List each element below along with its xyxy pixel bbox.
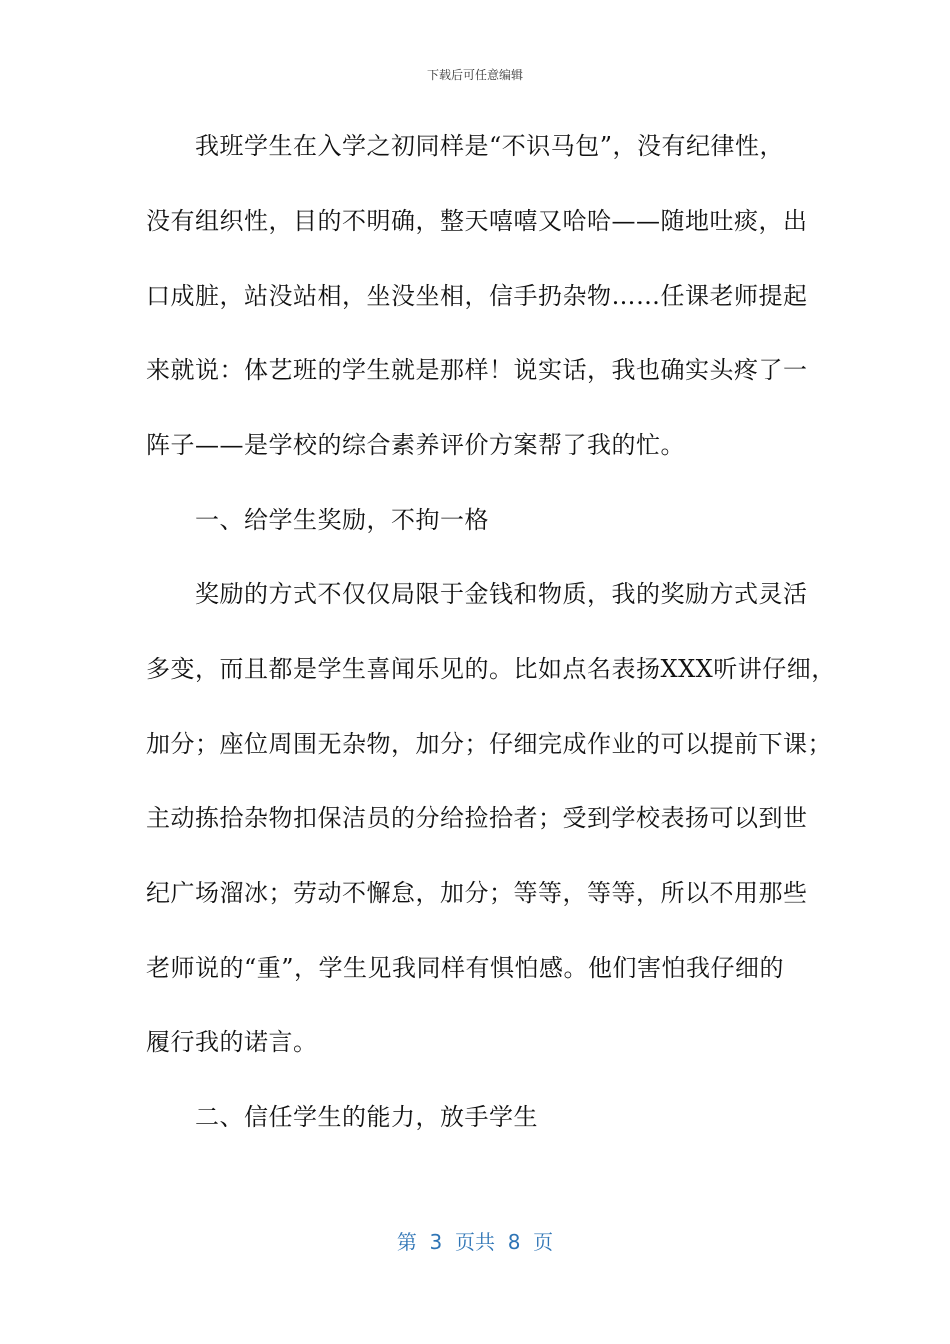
body-line: 我班学生在入学之初同样是“不识马包”，没有纪律性， bbox=[146, 132, 785, 160]
section-heading: 一、给学生奖励，不拘一格 bbox=[146, 506, 489, 534]
body-line: 没有组织性，目的不明确，整天嘻嘻又哈哈——随地吐痰，出 bbox=[146, 207, 808, 235]
body-line: 老师说的“重”，学生见我同样有惧怕感。他们害怕我仔细的 bbox=[146, 954, 785, 982]
body-line: 纪广场溜冰；劳动不懈怠，加分；等等，等等，所以不用那些 bbox=[146, 879, 808, 907]
body-line: 主动拣拾杂物扣保洁员的分给捡拾者；受到学校表扬可以到世 bbox=[146, 804, 808, 832]
body-line: 加分；座位周围无杂物，加分；仔细完成作业的可以提前下课； bbox=[146, 730, 832, 758]
page-number-footer: 第 3 页共 8 页 bbox=[396, 1230, 554, 1254]
body-line: 奖励的方式不仅仅局限于金钱和物质，我的奖励方式灵活 bbox=[146, 580, 808, 608]
body-line: 履行我的诺言。 bbox=[146, 1028, 318, 1056]
body-line: 阵子——是学校的综合素养评价方案帮了我的忙。 bbox=[146, 431, 685, 459]
section-heading: 二、信任学生的能力，放手学生 bbox=[146, 1103, 538, 1131]
body-line: 来就说：体艺班的学生就是那样！说实话，我也确实头疼了一 bbox=[146, 356, 808, 384]
body-line: 口成脏，站没站相，坐没坐相，信手扔杂物……任课老师提起 bbox=[146, 282, 808, 310]
page-header: 下载后可任意编辑 bbox=[426, 68, 523, 82]
body-line: 多变，而且都是学生喜闻乐见的。比如点名表扬XXX听讲仔细， bbox=[146, 655, 836, 683]
